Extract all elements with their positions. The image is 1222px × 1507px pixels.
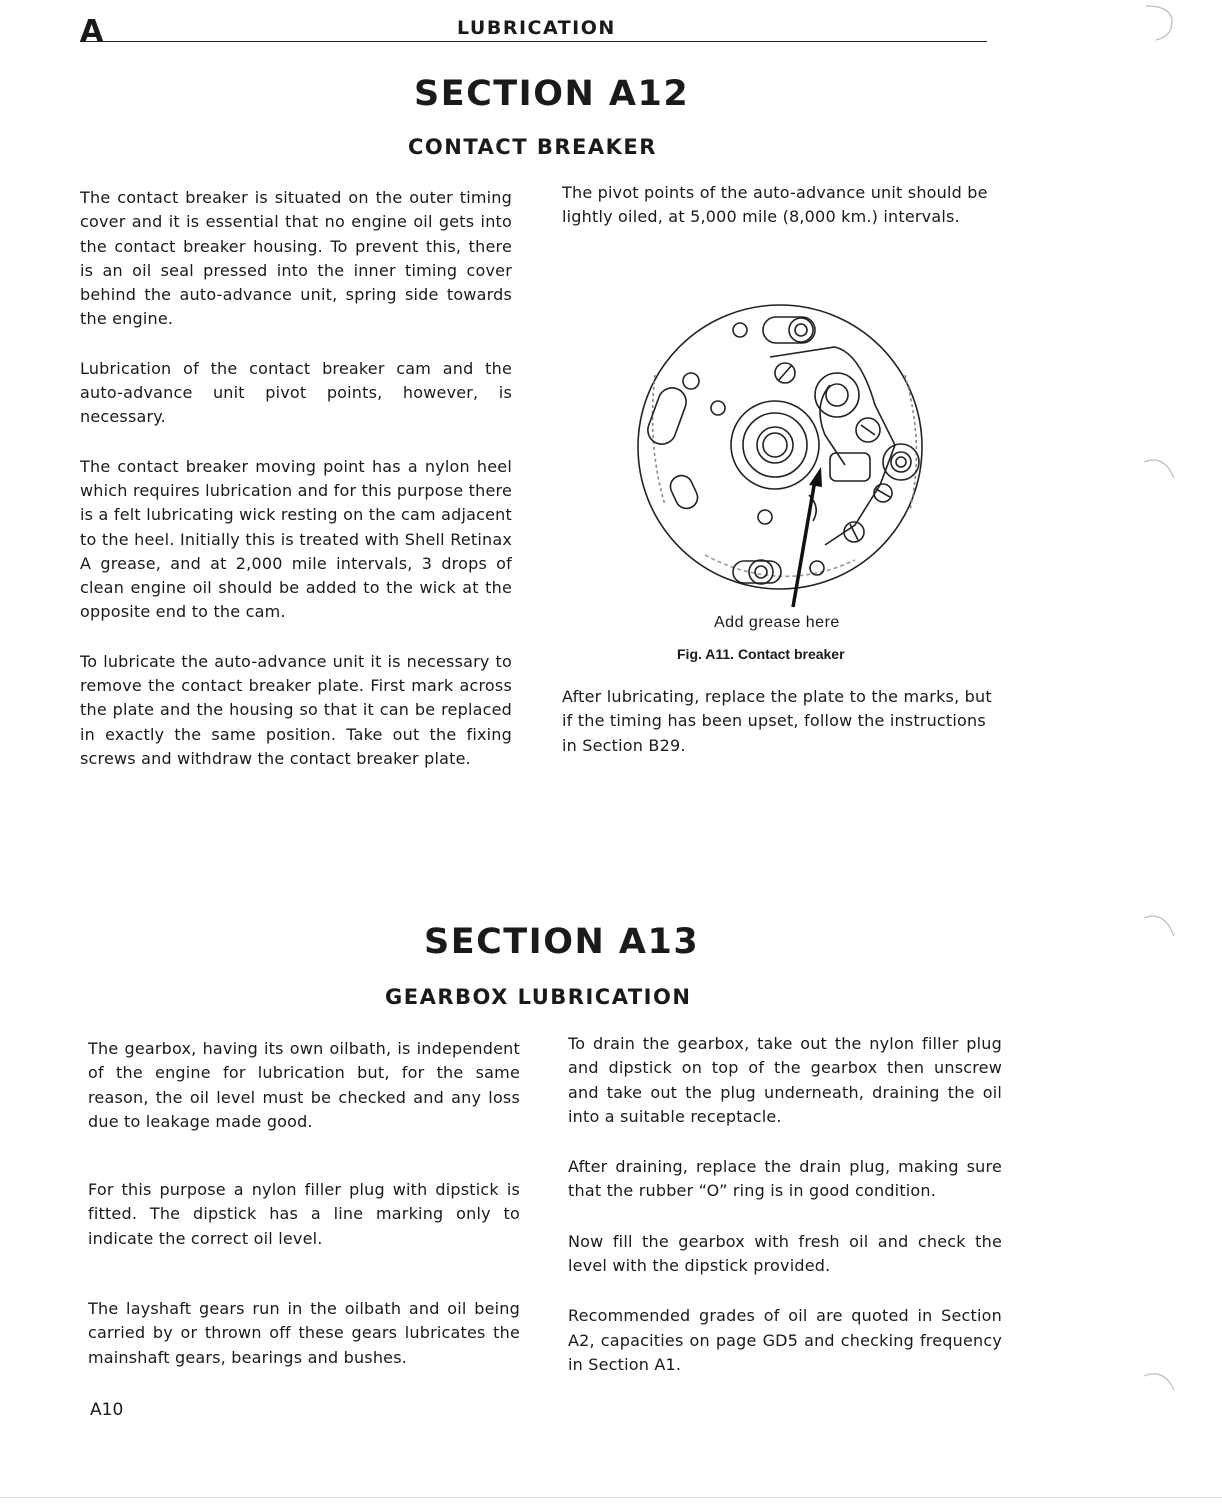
section-a12-subtitle: CONTACT BREAKER xyxy=(408,135,657,159)
page-number: A10 xyxy=(90,1400,124,1420)
figure-annotation: Add grease here xyxy=(714,614,840,631)
a13-right-column xyxy=(568,1032,1002,1377)
running-header-title: LUBRICATION xyxy=(457,17,616,39)
section-a13-subtitle: GEARBOX LUBRICATION xyxy=(385,985,692,1009)
a12-right-paragraph: The pivot points of the auto-advance unit should be lightly oiled, at 5,000 mile (8,000 km.) intervals. xyxy=(562,183,988,227)
section-a13-title: SECTION A13 xyxy=(424,922,700,962)
section-a12-title: SECTION A12 xyxy=(414,74,690,114)
binder-hole-marks xyxy=(1140,0,1180,1507)
a13-left-paragraph: The layshaft gears run in the oilbath and oil being carried by or thrown off these gears lubricates the mainshaft gears, bearings and bushes. xyxy=(88,1299,520,1367)
a12-left-paragraph: The contact breaker moving point has a nylon heel which requires lubrication and for this purpose there is a felt lubricating wick resting on the cam adjacent to the heel. Initially this is treated with Shell Retinax A grease, and at 2,000 mile intervals, 3 drops of clean engine oil should be added to the wick at the opposite end to the cam. xyxy=(80,456,512,622)
bottom-edge-line xyxy=(0,1497,1222,1498)
a13-left-paragraph: For this purpose a nylon filler plug with dipstick is fitted. The dipstick has a line marking only to indicate the correct oil level. xyxy=(88,1180,520,1248)
a13-right-paragraph: After draining, replace the drain plug, making sure that the rubber “O” ring is in good condition. xyxy=(568,1157,1002,1201)
a12-right-bottom xyxy=(562,685,996,758)
figure-caption: Fig. A11. Contact breaker xyxy=(677,646,845,662)
a12-right-paragraph: After lubricating, replace the plate to the marks, but if the timing has been upset, follow the instructions in Section B29. xyxy=(562,687,992,755)
a12-left-paragraph: Lubrication of the contact breaker cam and the auto-advance unit pivot points, however, is necessary. xyxy=(80,358,512,427)
a12-left-paragraph: To lubricate the auto-advance unit it is necessary to remove the contact breaker plate. First mark across the plate and the housing so that it can be replaced in exactly the same position. Take out the fixing screws and withdraw the contact breaker plate. xyxy=(80,651,512,768)
a13-right-paragraph: Now fill the gearbox with fresh oil and check the level with the dipstick provided. xyxy=(568,1231,1002,1276)
header-rule xyxy=(80,41,987,42)
a12-right-top xyxy=(562,181,994,230)
section-letter: A xyxy=(80,14,104,49)
a12-left-column xyxy=(80,186,512,771)
a13-left-paragraph: The gearbox, having its own oilbath, is independent of the engine for lubrication but, for the same reason, the oil level must be checked and any loss due to leakage made good. xyxy=(88,1039,520,1131)
a13-right-paragraph: Recommended grades of oil are quoted in Section A2, capacities on page GD5 and checking frequency in Section A1. xyxy=(568,1306,1002,1374)
a13-left-column xyxy=(88,1037,520,1370)
contact-breaker-figure xyxy=(625,295,940,615)
a13-right-paragraph: To drain the gearbox, take out the nylon filler plug and dipstick on top of the gearbox then unscrew and take out the plug underneath, draining the oil into a suitable receptacle. xyxy=(568,1034,1002,1126)
a12-left-paragraph: The contact breaker is situated on the outer timing cover and it is essential that no engine oil gets into the contact breaker housing. To prevent this, there is an oil seal pressed into the inner timing cover behind the auto-advance unit, spring side towards the engine. xyxy=(80,188,512,329)
